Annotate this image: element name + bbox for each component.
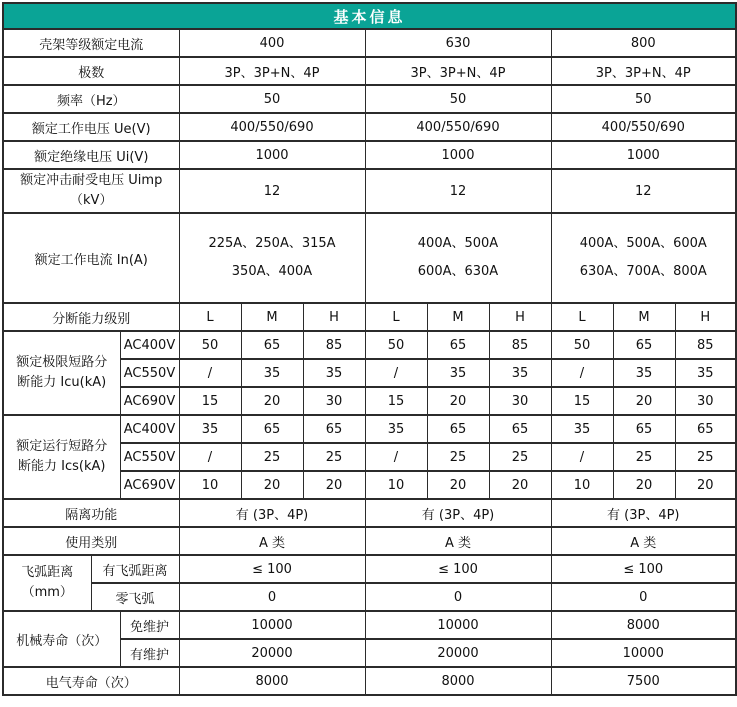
row-label: 额定工作电流 In(A): [3, 213, 179, 303]
cell-value-line2: 600A、630A: [417, 264, 499, 279]
cell-value: 20: [303, 471, 365, 499]
row-label: 极数: [3, 57, 179, 85]
cell-value: 10000: [551, 639, 736, 667]
cell-value: 35: [551, 415, 613, 443]
cell-value: L: [551, 303, 613, 331]
cell-value: 630: [365, 29, 551, 57]
cell-value: 65: [241, 331, 303, 359]
row-label: 隔离功能: [3, 499, 179, 527]
cell-value: 65: [427, 331, 489, 359]
table-row-icu-ac400v: [3, 331, 736, 359]
cell-value: 400: [179, 29, 365, 57]
cell-value: [179, 213, 365, 303]
group-label-line1: 额定极限短路分: [16, 355, 108, 370]
cell-value: 35: [365, 415, 427, 443]
row-label: 额定绝缘电压 Ui(V): [3, 141, 179, 169]
table-row-frequency: [3, 85, 736, 113]
cell-value: 25: [675, 443, 736, 471]
cell-value: 20: [613, 471, 675, 499]
cell-value: 12: [551, 169, 736, 213]
cell-value: 25: [489, 443, 551, 471]
group-label-line1: 飞弧距离: [21, 565, 74, 580]
cell-value: 25: [427, 443, 489, 471]
cell-value-line1: 225A、250A、315A: [208, 236, 336, 251]
cell-value: 35: [179, 415, 241, 443]
cell-value: 30: [489, 387, 551, 415]
cell-value: 35: [303, 359, 365, 387]
cell-value: 20: [241, 471, 303, 499]
cell-value: 85: [489, 331, 551, 359]
table-row-elec-life: [3, 667, 736, 695]
cell-value: 25: [303, 443, 365, 471]
cell-value: /: [365, 443, 427, 471]
table-row-arc-zero: [3, 583, 736, 611]
table-row-mech-life-free: [3, 611, 736, 639]
table-row-uimp: [3, 169, 736, 213]
sub-row-label: 免维护: [120, 611, 179, 639]
cell-value: A 类: [179, 527, 365, 555]
cell-value: /: [551, 359, 613, 387]
cell-value: 8000: [179, 667, 365, 695]
cell-value: 8000: [551, 611, 736, 639]
cell-value: M: [241, 303, 303, 331]
group-label-line2: 断能力 Ics(kA): [18, 459, 106, 474]
cell-value: 65: [675, 415, 736, 443]
cell-value: 有 (3P、4P): [365, 499, 551, 527]
cell-value: 20: [241, 387, 303, 415]
cell-value: 25: [613, 443, 675, 471]
group-label-line2: （mm）: [21, 585, 73, 600]
cell-value: 20: [489, 471, 551, 499]
sub-row-label: AC690V: [120, 387, 179, 415]
cell-value: A 类: [551, 527, 736, 555]
table-row-ui: [3, 141, 736, 169]
cell-value: ≤ 100: [365, 555, 551, 583]
cell-value: ≤ 100: [179, 555, 365, 583]
cell-value: /: [365, 359, 427, 387]
cell-value: 35: [613, 359, 675, 387]
row-label: 使用类别: [3, 527, 179, 555]
cell-value: H: [675, 303, 736, 331]
cell-value: 10: [179, 471, 241, 499]
cell-value: 400/550/690: [179, 113, 365, 141]
cell-value: 50: [179, 331, 241, 359]
sub-row-label: AC400V: [120, 331, 179, 359]
cell-value: 50: [551, 331, 613, 359]
cell-value: L: [179, 303, 241, 331]
spec-table: [2, 2, 737, 696]
cell-value: 12: [365, 169, 551, 213]
cell-value: 35: [489, 359, 551, 387]
row-label: 分断能力级别: [3, 303, 179, 331]
cell-value: /: [179, 443, 241, 471]
cell-value: 3P、3P+N、4P: [551, 57, 736, 85]
cell-value: M: [613, 303, 675, 331]
table-title-bar: [3, 3, 736, 29]
cell-value: 65: [303, 415, 365, 443]
cell-value: 20: [427, 471, 489, 499]
cell-value: 30: [675, 387, 736, 415]
table-row-ue: [3, 113, 736, 141]
sub-row-label: 有维护: [120, 639, 179, 667]
cell-value: 20: [613, 387, 675, 415]
cell-value: ≤ 100: [551, 555, 736, 583]
table-row-frame-current: [3, 29, 736, 57]
cell-value: 20000: [365, 639, 551, 667]
cell-value: 0: [365, 583, 551, 611]
cell-value: 400/550/690: [551, 113, 736, 141]
cell-value: 7500: [551, 667, 736, 695]
table-title: 基本信息: [333, 7, 406, 26]
cell-value: H: [303, 303, 365, 331]
sub-row-label: AC400V: [120, 415, 179, 443]
cell-value: /: [179, 359, 241, 387]
cell-value: 35: [427, 359, 489, 387]
row-label: [3, 169, 179, 213]
cell-value: 85: [675, 331, 736, 359]
cell-value: 0: [179, 583, 365, 611]
sub-row-label: AC550V: [120, 443, 179, 471]
cell-value: L: [365, 303, 427, 331]
cell-value: 20: [675, 471, 736, 499]
cell-value-line2: 630A、700A、800A: [579, 264, 707, 279]
cell-value: 10: [365, 471, 427, 499]
cell-value: 0: [551, 583, 736, 611]
cell-value: A 类: [365, 527, 551, 555]
group-label-line2: 断能力 Icu(kA): [17, 375, 107, 390]
cell-value: 10000: [365, 611, 551, 639]
cell-value: M: [427, 303, 489, 331]
cell-value: 8000: [365, 667, 551, 695]
cell-value: 12: [179, 169, 365, 213]
group-label-arc: [3, 555, 91, 611]
cell-value: /: [551, 443, 613, 471]
group-label-ics: [3, 415, 120, 499]
table-row-breaking-level: [3, 303, 736, 331]
cell-value: H: [489, 303, 551, 331]
cell-value: 20000: [179, 639, 365, 667]
row-label: 电气寿命（次）: [3, 667, 179, 695]
table-row-arc-distance: [3, 555, 736, 583]
cell-value: 65: [613, 331, 675, 359]
cell-value: [365, 213, 551, 303]
cell-value: 1000: [179, 141, 365, 169]
cell-value: 有 (3P、4P): [179, 499, 365, 527]
cell-value: 15: [179, 387, 241, 415]
cell-value: 400/550/690: [365, 113, 551, 141]
table-row-poles: [3, 57, 736, 85]
cell-value: [551, 213, 736, 303]
group-label-mech-life: 机械寿命（次）: [3, 611, 120, 667]
cell-value: 50: [365, 85, 551, 113]
cell-value: 65: [613, 415, 675, 443]
cell-value: 35: [241, 359, 303, 387]
table-title-row: [3, 3, 736, 29]
cell-value: 3P、3P+N、4P: [179, 57, 365, 85]
sub-row-label: 有飞弧距离: [91, 555, 179, 583]
cell-value: 15: [551, 387, 613, 415]
cell-value: 10: [551, 471, 613, 499]
cell-value: 65: [489, 415, 551, 443]
row-label: 壳架等级额定电流: [3, 29, 179, 57]
cell-value: 有 (3P、4P): [551, 499, 736, 527]
cell-value: 1000: [365, 141, 551, 169]
table-row-ics-ac400v: [3, 415, 736, 443]
sub-row-label: AC690V: [120, 471, 179, 499]
row-label-line1: 额定冲击耐受电压 Uimp: [20, 173, 163, 188]
cell-value: 85: [303, 331, 365, 359]
group-label-line1: 额定运行短路分: [16, 439, 108, 454]
table-row-usage-category: [3, 527, 736, 555]
cell-value-line1: 400A、500A、600A: [579, 236, 707, 251]
cell-value: 50: [179, 85, 365, 113]
sub-row-label: AC550V: [120, 359, 179, 387]
group-label-icu: [3, 331, 120, 415]
cell-value: 50: [551, 85, 736, 113]
row-label: 频率（Hz）: [3, 85, 179, 113]
table-row-in-current: [3, 213, 736, 303]
cell-value: 3P、3P+N、4P: [365, 57, 551, 85]
row-label-line2: （kV）: [70, 193, 113, 208]
cell-value: 50: [365, 331, 427, 359]
cell-value: 65: [241, 415, 303, 443]
sub-row-label: 零飞弧: [91, 583, 179, 611]
cell-value: 30: [303, 387, 365, 415]
cell-value: 1000: [551, 141, 736, 169]
cell-value: 20: [427, 387, 489, 415]
row-label: 额定工作电压 Ue(V): [3, 113, 179, 141]
cell-value: 35: [675, 359, 736, 387]
cell-value: 10000: [179, 611, 365, 639]
cell-value: 800: [551, 29, 736, 57]
table-row-isolation: [3, 499, 736, 527]
cell-value: 25: [241, 443, 303, 471]
cell-value-line1: 400A、500A: [417, 236, 499, 251]
cell-value: 65: [427, 415, 489, 443]
cell-value: 15: [365, 387, 427, 415]
cell-value-line2: 350A、400A: [231, 264, 313, 279]
